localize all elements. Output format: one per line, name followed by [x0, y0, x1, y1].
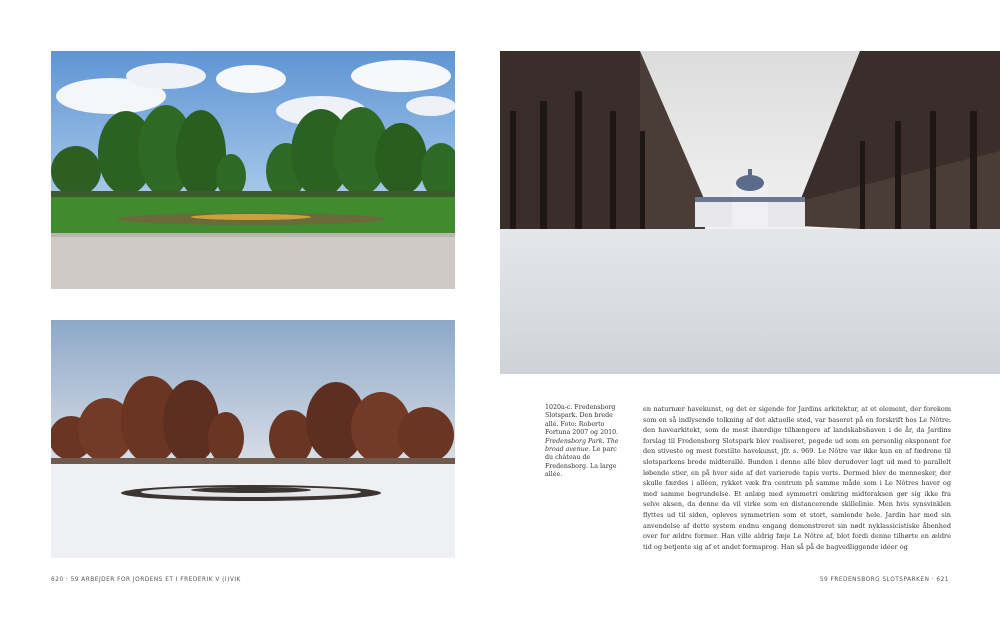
caption-danish: 1020a-c. Fredensborg Slotspark. Den brede allé. Foto: Roberto Fortuna 2007 og 2010. — [545, 404, 619, 437]
folio-right: 59 FREDENSBORG SLOTSPARKEN · 621 — [819, 577, 949, 583]
body-paragraph: en naturnær havekunst, og det er sigende for Jardins arkitektur, at et element, der forekom som en så indlysende tolkning af det aktuelle sted, var baseret på en forskrift hos Le Nôtre: den havearkitekt, som de mest ihærdige tilhængere af landskabshaven i de år, da Jardins forslag til Fredensborg Slotspark blev realiseret, pegede ud som en personlig eksponent for den stiveste og mest forstilte havekunst, jfr. s. 969. Le Nôtre var ikke kun en af fædrene til slotsparkens brede midterallé. Bunden i denne allé blev derudover lagt ud med to parallelt løbende stier, en på hver side af det varierede tapis verts. Dermed blev de mennesker, der skulle færdes i alléen, rykket væk fra centrum på samme måde som i Le Nôtres haver og med samme begrundelse. Et anlæg med symmetri omkring midteraksen gør sig ikke fra selve aksen, da denne da vil virke som en distancerende skillelinie. Men hvis synsvinklen flyttes ud til siden, opleves symmetrien som et stort, samlende hele. Jardin har med sin anvendelse af dette system endnu engang demonstreret sin nødt nyklassicistiske åbenhed over for ældre former. Han ville aldrig fæje Le Nôtre af, blot fordi denne tilhørte en ældre tid og betjente sig af et andet formsprog. Han så på de bagvedliggende idéer og — [643, 405, 951, 551]
caption-english: Fredensborg Park. The broad avenue. — [545, 437, 619, 454]
photo-caption — [545, 404, 625, 480]
photo-summer-park — [51, 51, 455, 289]
photo-winter-park — [51, 320, 455, 558]
caption-french: Le parc du château de Fredensborg. La large allée. — [545, 446, 617, 479]
folio-left: 620 · 59 ARBEJDER FOR JORDENS ET I FREDERIK V (I)VIK — [51, 577, 241, 583]
photo-winter-avenue-palace — [500, 51, 1000, 374]
